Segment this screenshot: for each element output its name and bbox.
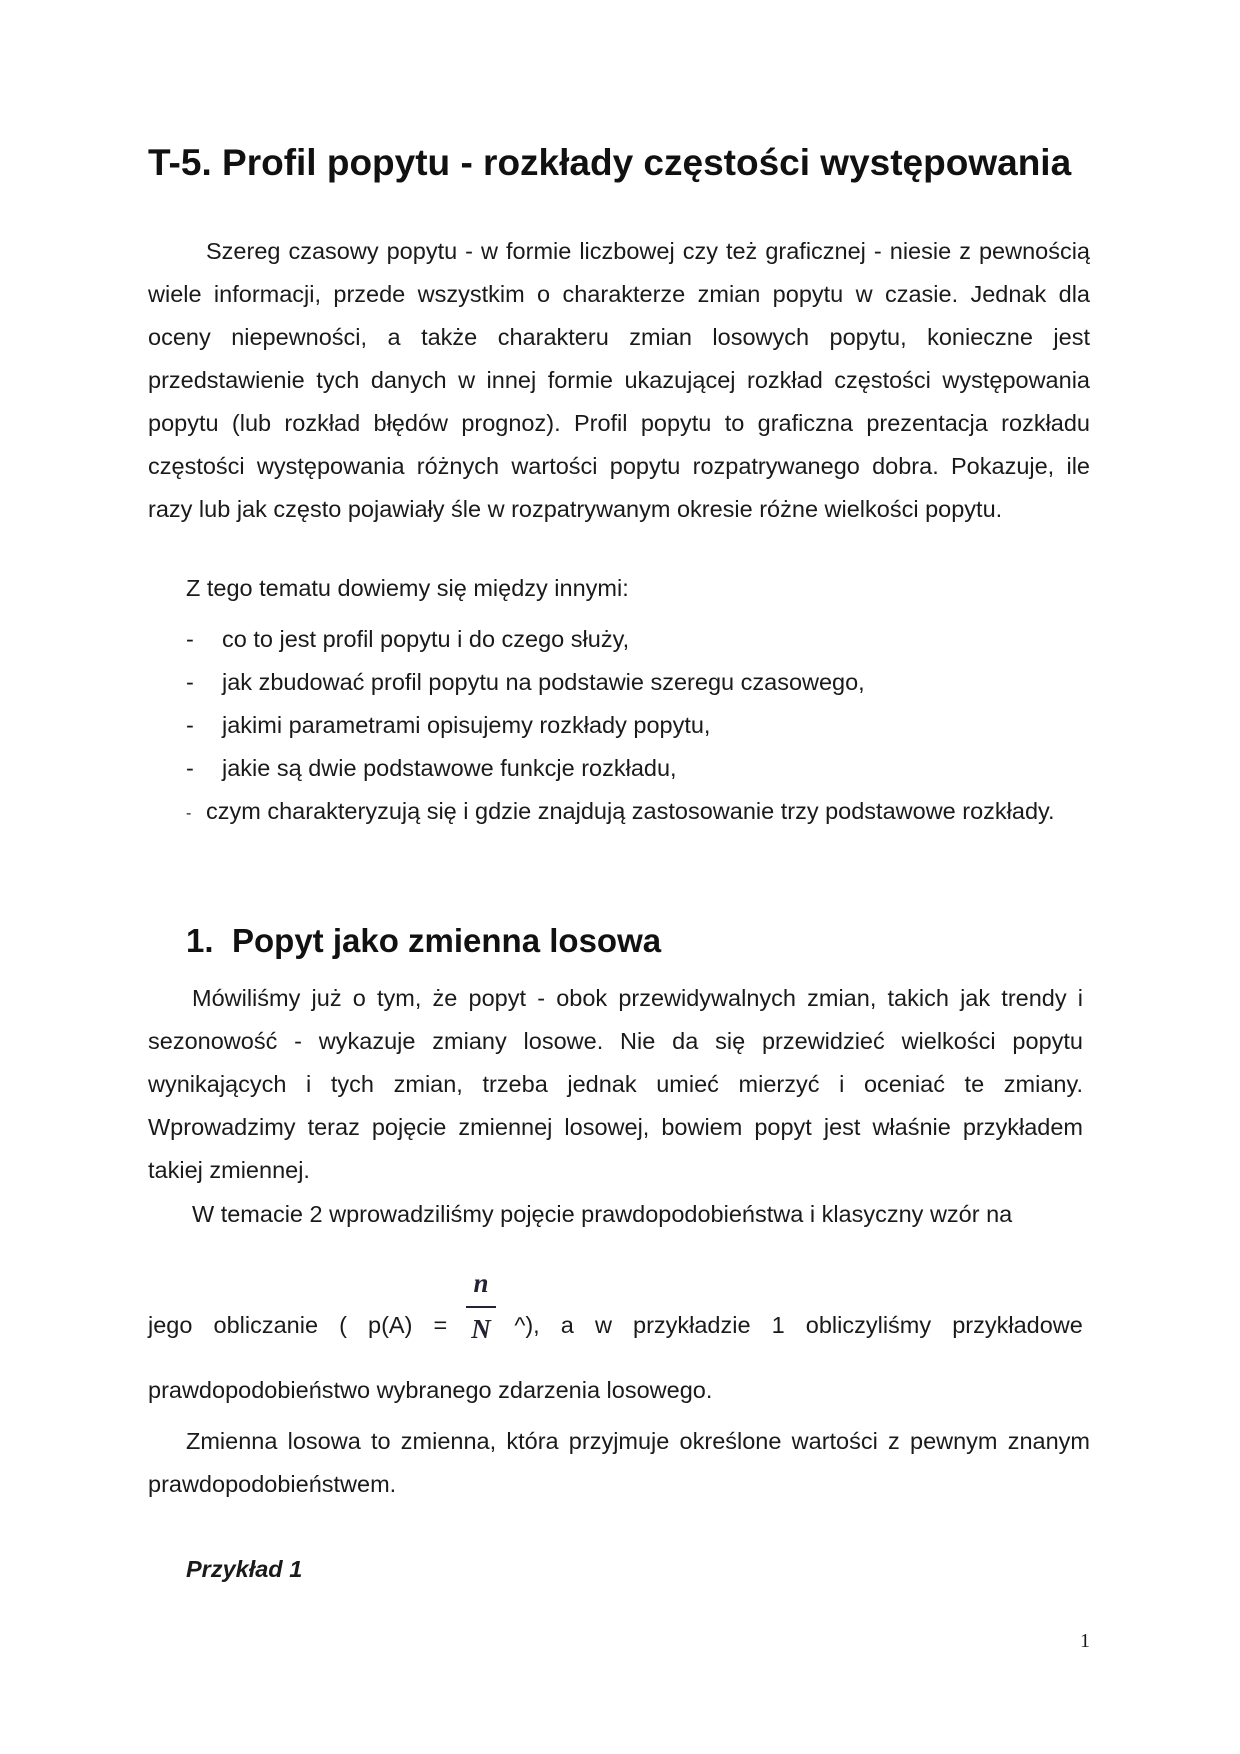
list-item-text: jak zbudować profil popytu na podstawie szeregu czasowego,	[222, 669, 865, 695]
bullet-dash: -	[186, 712, 194, 738]
paragraph-definition: Zmienna losowa to zmienna, która przyjmuje określone wartości z pewnym znanym prawdopodobieństwem.	[148, 1428, 1090, 1497]
list-item-text: czym charakteryzują się i gdzie znajdują zastosowanie trzy podstawowe rozkłady.	[206, 798, 1055, 824]
bullet-dash: -	[186, 755, 194, 781]
paragraph-probability: W temacie 2 wprowadziliśmy pojęcie prawdopodobieństwa i klasyczny wzór na	[192, 1201, 1013, 1227]
formula-word: przykładzie	[633, 1312, 751, 1338]
list-item	[148, 790, 1090, 833]
formula-word: przykładowe	[952, 1312, 1083, 1338]
formula-word: obliczanie	[213, 1312, 319, 1338]
paragraph-intro: Szereg czasowy popytu - w formie liczbowej czy też graficznej - niesie z pewnością wiele informacji, przede wszystkim o charakterze zmian popytu w czasie. Jednak dla oceny niepewności, a także charakteru zmian losowych popytu, konieczne jest przedstawienie tych danych w innej formie ukazującej rozkład częstości występowania popytu (lub rozkład błędów prognoz). Profil popytu to graficzna prezentacja rozkładu częstości występowania różnych wartości popytu rozpatrywanego dobra. Pokazuje, ile razy lub jak często pojawiały śle w rozpatrywanym okresie różne wielkości popytu.	[148, 238, 1090, 522]
list-item	[148, 704, 1090, 747]
formula-word: obliczyliśmy	[805, 1312, 932, 1338]
list-item-text: jakimi parametrami opisujemy rozkłady popytu,	[222, 712, 711, 738]
section-title: Popyt jako zmienna losowa	[232, 922, 662, 959]
formula-word: a	[560, 1312, 574, 1338]
page-number: 1	[1080, 1630, 1090, 1652]
formula-word: 1	[771, 1312, 785, 1338]
bullet-dash: -	[186, 626, 194, 652]
fraction-denominator: N	[471, 1314, 491, 1344]
formula-line	[148, 1312, 1083, 1339]
formula-word: =	[433, 1312, 448, 1338]
list-item-text: jakie są dwie podstawowe funkcje rozkładu,	[222, 755, 677, 781]
topics-intro: Z tego tematu dowiemy się między innymi:	[186, 575, 629, 601]
fraction-numerator: n	[473, 1268, 489, 1298]
formula-word: p(A)	[368, 1312, 413, 1338]
list-item-text: co to jest profil popytu i do czego służy,	[222, 626, 630, 652]
page-title: T-5. Profil popytu - rozkłady częstości występowania	[148, 142, 1072, 183]
formula-word: jego	[148, 1312, 193, 1338]
formula-word: ^),	[514, 1312, 540, 1338]
bullet-dash: -	[186, 805, 192, 822]
fraction-bar	[466, 1306, 496, 1308]
paragraph-random-changes: Mówiliśmy już o tym, że popyt - obok przewidywalnych zmian, takich jak trendy i sezonowość - wykazuje zmiany losowe. Nie da się przewidzieć wielkości popytu wynikających i tych zmian, trzeba jednak umieć mierzyć i oceniać te zmiany. Wprowadzimy teraz pojęcie zmiennej losowej, bowiem popyt jest właśnie przykładem takiej zmiennej.	[148, 985, 1083, 1183]
formula-word: w	[594, 1312, 612, 1338]
topics-list	[148, 618, 1090, 833]
example-heading: Przykład 1	[186, 1556, 303, 1582]
section-heading	[186, 922, 661, 960]
list-item	[148, 618, 1090, 661]
formula-word: (	[339, 1312, 347, 1338]
section-number: 1.	[186, 922, 214, 959]
list-item	[148, 661, 1090, 704]
paragraph-event: prawdopodobieństwo wybranego zdarzenia losowego.	[148, 1377, 713, 1403]
list-item	[148, 747, 1090, 790]
bullet-dash: -	[186, 669, 194, 695]
